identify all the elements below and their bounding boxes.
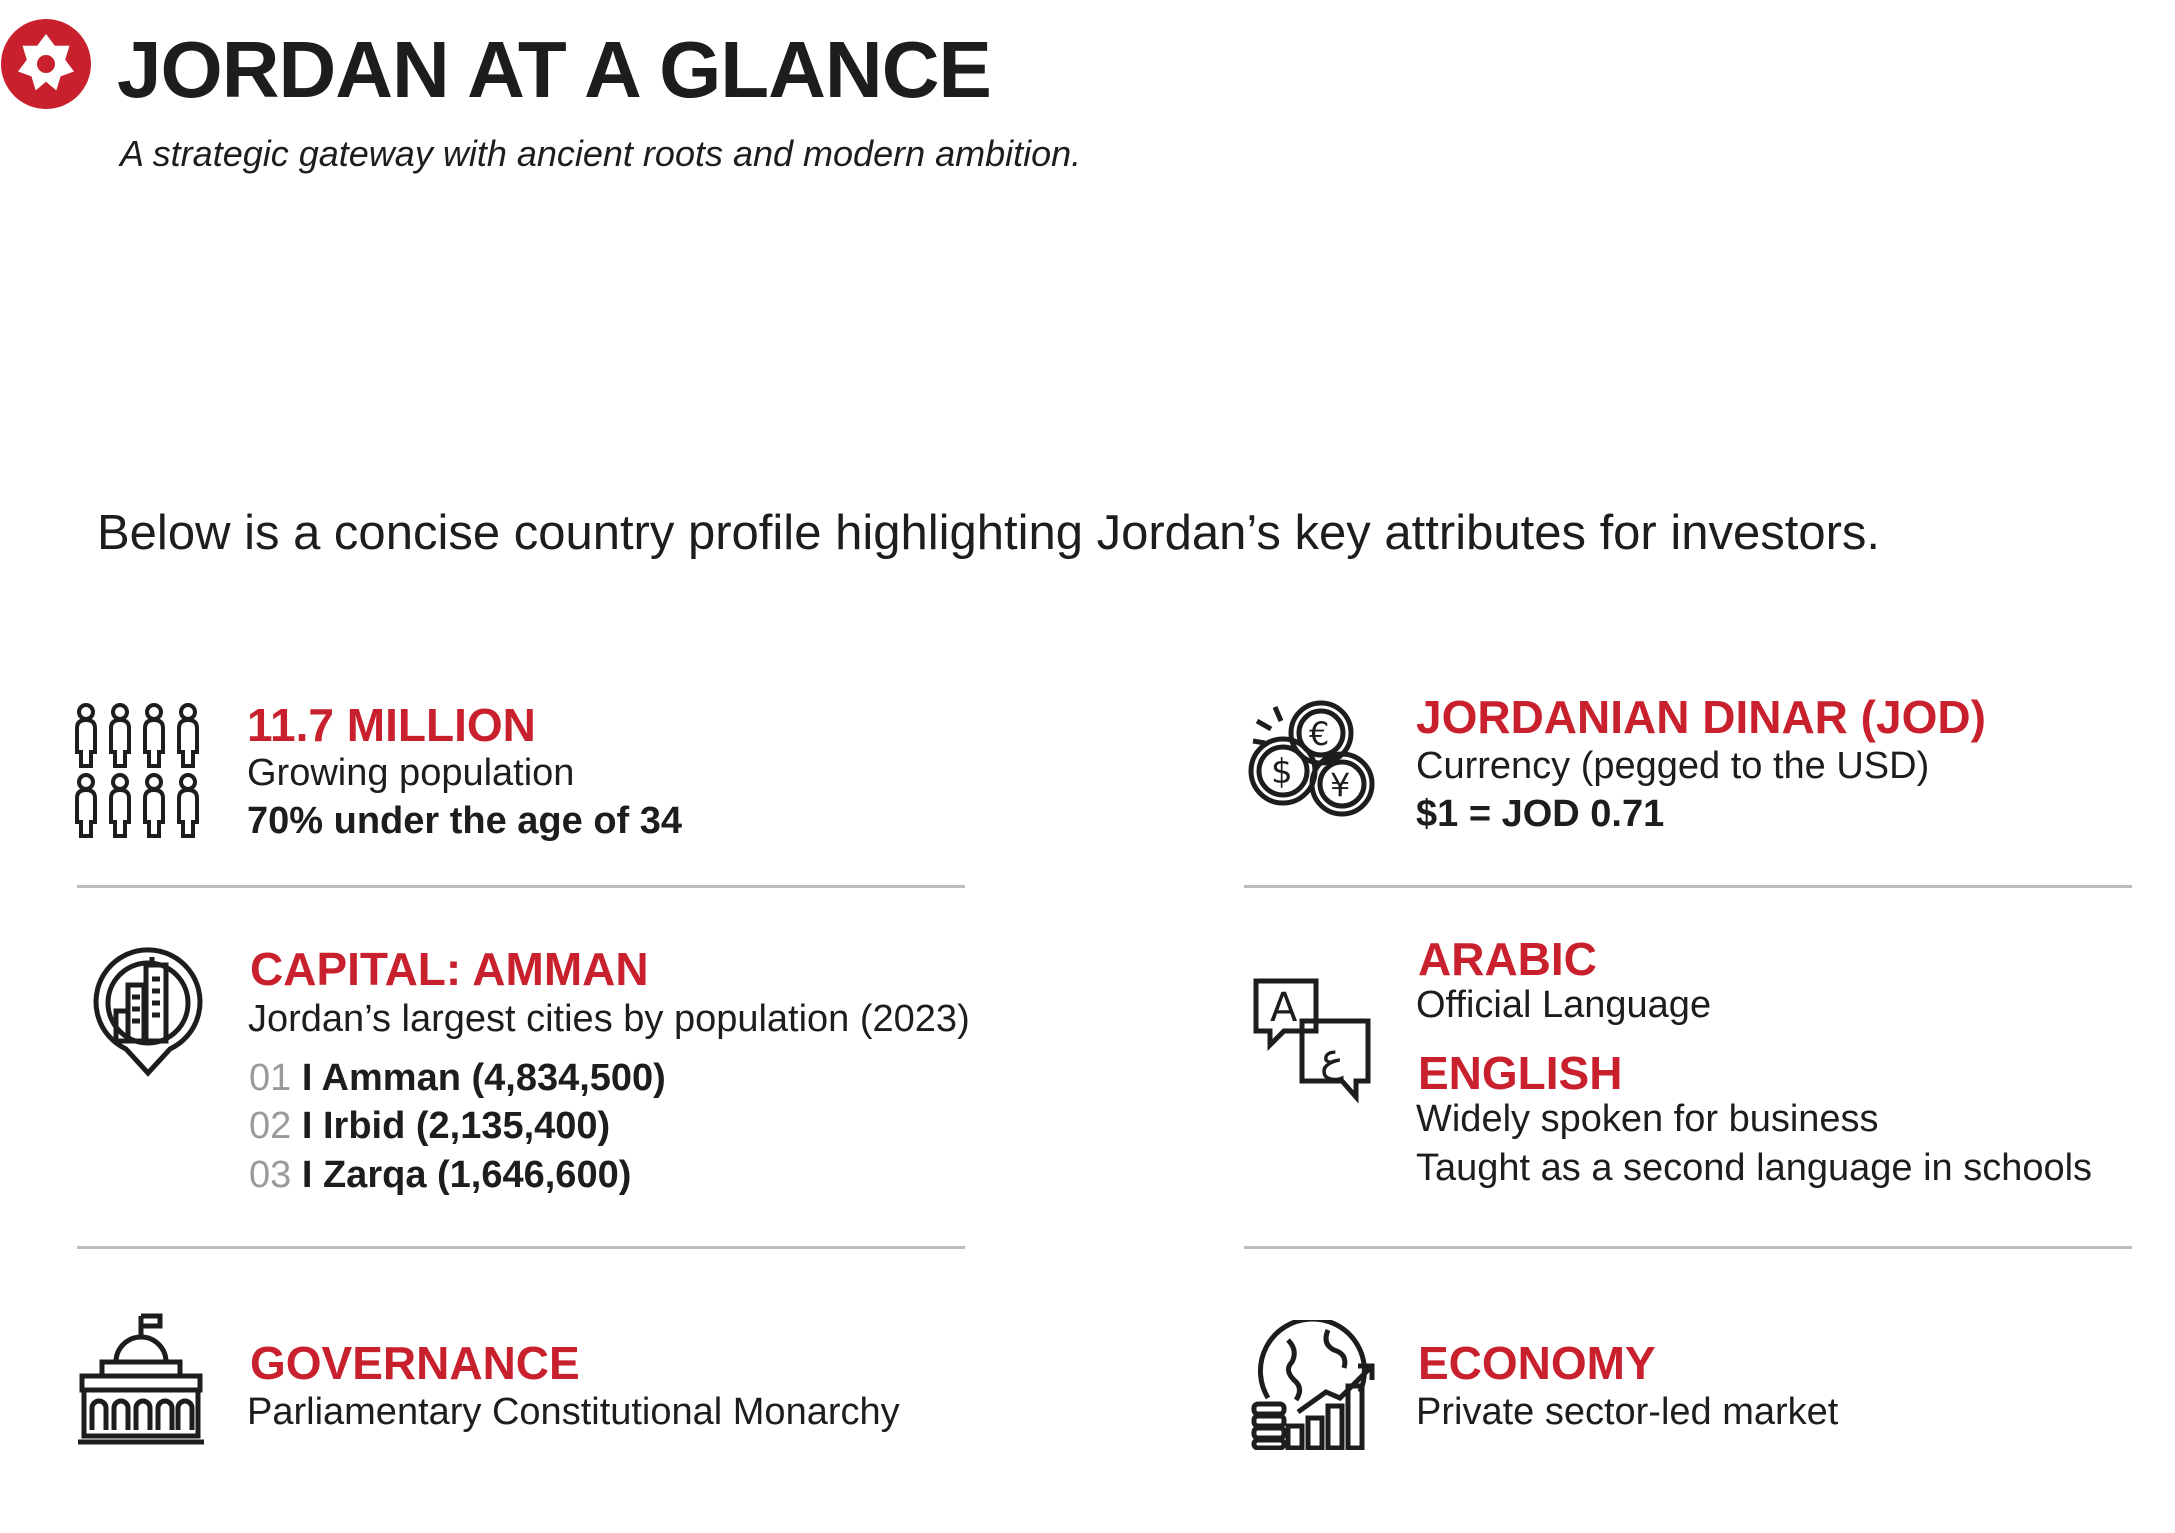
globe-economy-chart-icon	[1248, 1320, 1383, 1450]
city-separator: I	[291, 1105, 323, 1147]
city-location-pin-icon	[88, 945, 208, 1080]
economy-line1: Private sector-led market	[1416, 1391, 1839, 1433]
city-name: Irbid (2,135,400)	[322, 1105, 611, 1147]
economy-heading: ECONOMY	[1418, 1337, 1656, 1389]
svg-text:€: €	[1309, 715, 1330, 753]
currency-heading: JORDANIAN DINAR (JOD)	[1416, 691, 1986, 743]
city-separator: I	[291, 1057, 322, 1099]
jordan-star-logo-icon	[0, 18, 92, 110]
arabic-heading: ARABIC	[1418, 933, 1597, 985]
city-separator: I	[291, 1154, 323, 1196]
capital-line1: Jordan’s largest cities by population (2023)	[248, 998, 970, 1040]
divider	[77, 1246, 965, 1249]
divider	[1244, 885, 2132, 888]
divider	[1244, 1246, 2132, 1249]
people-group-icon	[72, 700, 212, 840]
english-line2: Taught as a second language in schools	[1416, 1147, 2093, 1189]
page-title: JORDAN AT A GLANCE	[117, 25, 991, 114]
governance-line1: Parliamentary Constitutional Monarchy	[247, 1391, 900, 1433]
page-subtitle: A strategic gateway with ancient roots and modern ambition.	[120, 133, 1082, 174]
currency-coins-icon	[1245, 695, 1385, 825]
parliament-building-icon	[74, 1312, 209, 1447]
currency-line2: $1 = JOD 0.71	[1416, 793, 1665, 835]
city-rank: 02	[249, 1105, 292, 1147]
city-item	[249, 1107, 610, 1145]
population-line2	[247, 802, 682, 840]
city-name: Amman (4,834,500)	[321, 1057, 666, 1099]
svg-text:ع: ع	[1320, 1035, 1344, 1081]
city-rank: 03	[249, 1154, 292, 1196]
intro-text: Below is a concise country profile highlighting Jordan’s key attributes for investors.	[97, 506, 1881, 560]
governance-heading: GOVERNANCE	[250, 1337, 580, 1389]
city-rank: 01	[249, 1057, 292, 1099]
arabic-line: Official Language	[1416, 984, 1712, 1026]
population-line2-bold: the age of 34	[449, 800, 683, 842]
city-item	[249, 1156, 631, 1194]
population-line2-prefix: 70% under	[247, 800, 450, 842]
capital-heading: CAPITAL: AMMAN	[250, 943, 649, 995]
svg-text:¥: ¥	[1330, 766, 1351, 804]
city-name: Zarqa (1,646,600)	[322, 1154, 632, 1196]
population-heading: 11.7 MILLION	[247, 699, 536, 751]
divider	[77, 885, 965, 888]
svg-text:A: A	[1270, 985, 1298, 1031]
population-line1: Growing population	[247, 752, 575, 794]
currency-line1: Currency (pegged to the USD)	[1416, 745, 1930, 787]
svg-text:$: $	[1271, 752, 1293, 792]
english-heading: ENGLISH	[1418, 1047, 1623, 1099]
city-item	[249, 1059, 666, 1097]
language-translate-icon	[1250, 975, 1375, 1110]
english-line1: Widely spoken for business	[1416, 1098, 1879, 1140]
